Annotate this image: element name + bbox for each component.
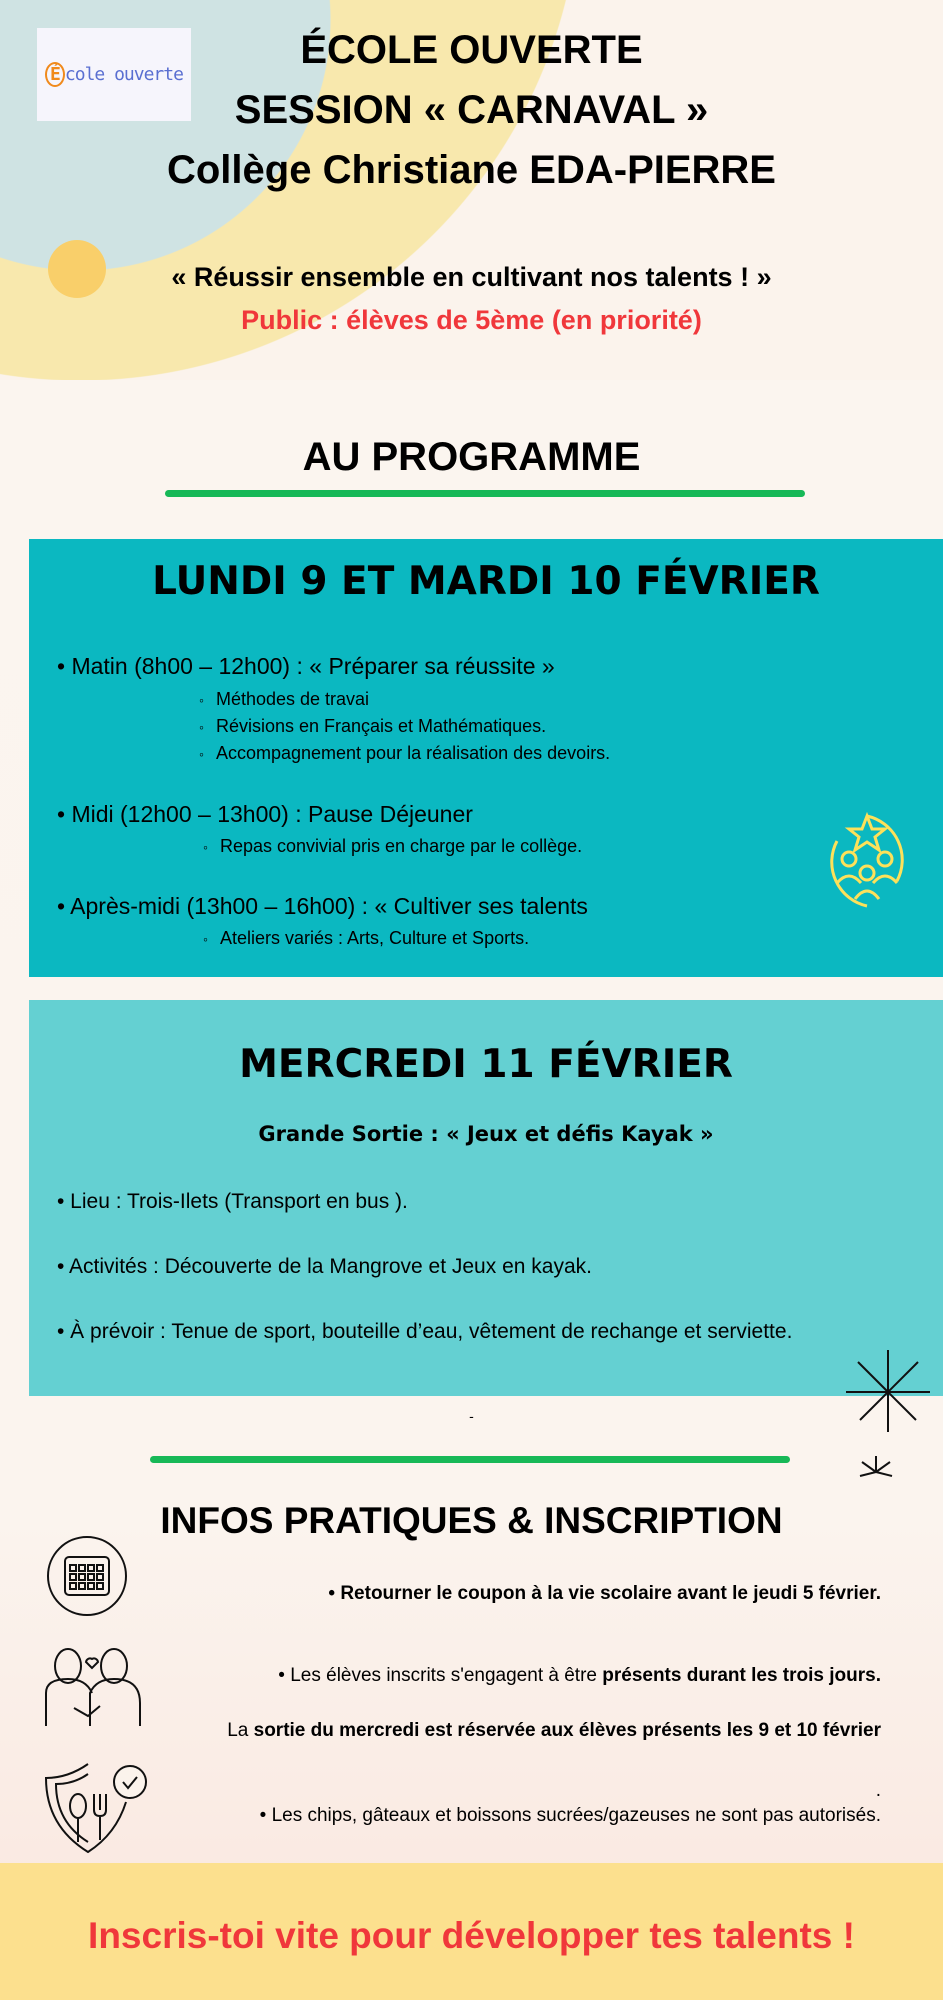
stray-dot: . — [875, 1780, 881, 1801]
green-divider — [165, 490, 805, 497]
day1-subitem: ◦ Révisions en Français et Mathématiques. — [199, 716, 546, 737]
day2-item: • Activités : Découverte de la Mangrove et Jeux en kayak. — [57, 1255, 592, 1278]
day1-item: • Midi (12h00 – 13h00) : Pause Déjeuner — [57, 801, 473, 827]
food-rule-info: • Les chips, gâteaux et boissons sucrées/gazeuses ne sont pas autorisés. — [259, 1805, 881, 1826]
outing-bold: sortie du mercredi est réservée aux élèves présents les 9 et 10 février — [253, 1720, 881, 1741]
day2-title: MERCREDI 11 FÉVRIER — [239, 1042, 733, 1087]
footer-banner — [0, 1863, 943, 2000]
calendar-icon — [46, 1535, 128, 1617]
commitment-bold: présents durant les trois jours. — [602, 1665, 881, 1686]
motto: « Réussir ensemble en cultivant nos talents ! » — [171, 262, 772, 292]
coupon-info: • Retourner le coupon à la vie scolaire avant le jeudi 5 février. — [328, 1583, 881, 1604]
day1-subitem: ◦ Méthodes de travai — [199, 689, 369, 710]
day2-item: • Lieu : Trois-Ilets (Transport en bus ). — [57, 1190, 408, 1213]
commitment-text: • Les élèves inscrits s'engagent à être — [278, 1665, 603, 1686]
logo-text: cole ouverte — [64, 64, 183, 85]
day1-item: • Matin (8h00 – 12h00) : « Préparer sa réussite » — [57, 653, 555, 679]
outing-info — [227, 1720, 881, 1742]
outing-text: La — [227, 1720, 254, 1741]
day1-section — [29, 539, 943, 977]
stray-dash: - — [469, 1408, 474, 1424]
food-shield-icon — [44, 1762, 148, 1854]
page-title — [0, 20, 943, 200]
handshake-people-icon — [44, 1648, 144, 1728]
day1-subitem: ◦ Ateliers variés : Arts, Culture et Sports. — [203, 928, 529, 949]
day1-subitem: ◦ Repas convivial pris en charge par le collège. — [203, 836, 582, 857]
day1-title: LUNDI 9 ET MARDI 10 FÉVRIER — [152, 559, 820, 604]
audience: Public : élèves de 5ème (en priorité) — [241, 305, 702, 335]
cta-text: Inscris-toi vite pour développer tes talents ! — [88, 1915, 855, 1956]
talents-group-icon — [817, 811, 917, 911]
infos-heading: INFOS PRATIQUES & INSCRIPTION — [160, 1500, 783, 1541]
title-line1: ÉCOLE OUVERTE — [300, 28, 643, 72]
title-line2: SESSION « CARNAVAL » — [234, 88, 709, 132]
commitment-info — [278, 1665, 881, 1687]
day2-subtitle: Grande Sortie : « Jeux et défis Kayak » — [258, 1122, 714, 1146]
title-line3: Collège Christiane EDA-PIERRE — [166, 148, 776, 192]
programme-heading: AU PROGRAMME — [302, 435, 641, 479]
green-divider — [150, 1456, 790, 1463]
fireworks-icon — [836, 1342, 941, 1512]
day1-item: • Après-midi (13h00 – 16h00) : « Cultiver ses talents — [57, 893, 588, 919]
day2-item: • À prévoir : Tenue de sport, bouteille d’eau, vêtement de rechange et serviette. — [57, 1320, 793, 1343]
logo-letter: É — [45, 62, 65, 87]
day1-subitem: ◦ Accompagnement pour la réalisation des devoirs. — [199, 743, 610, 764]
day2-section — [29, 1000, 943, 1396]
